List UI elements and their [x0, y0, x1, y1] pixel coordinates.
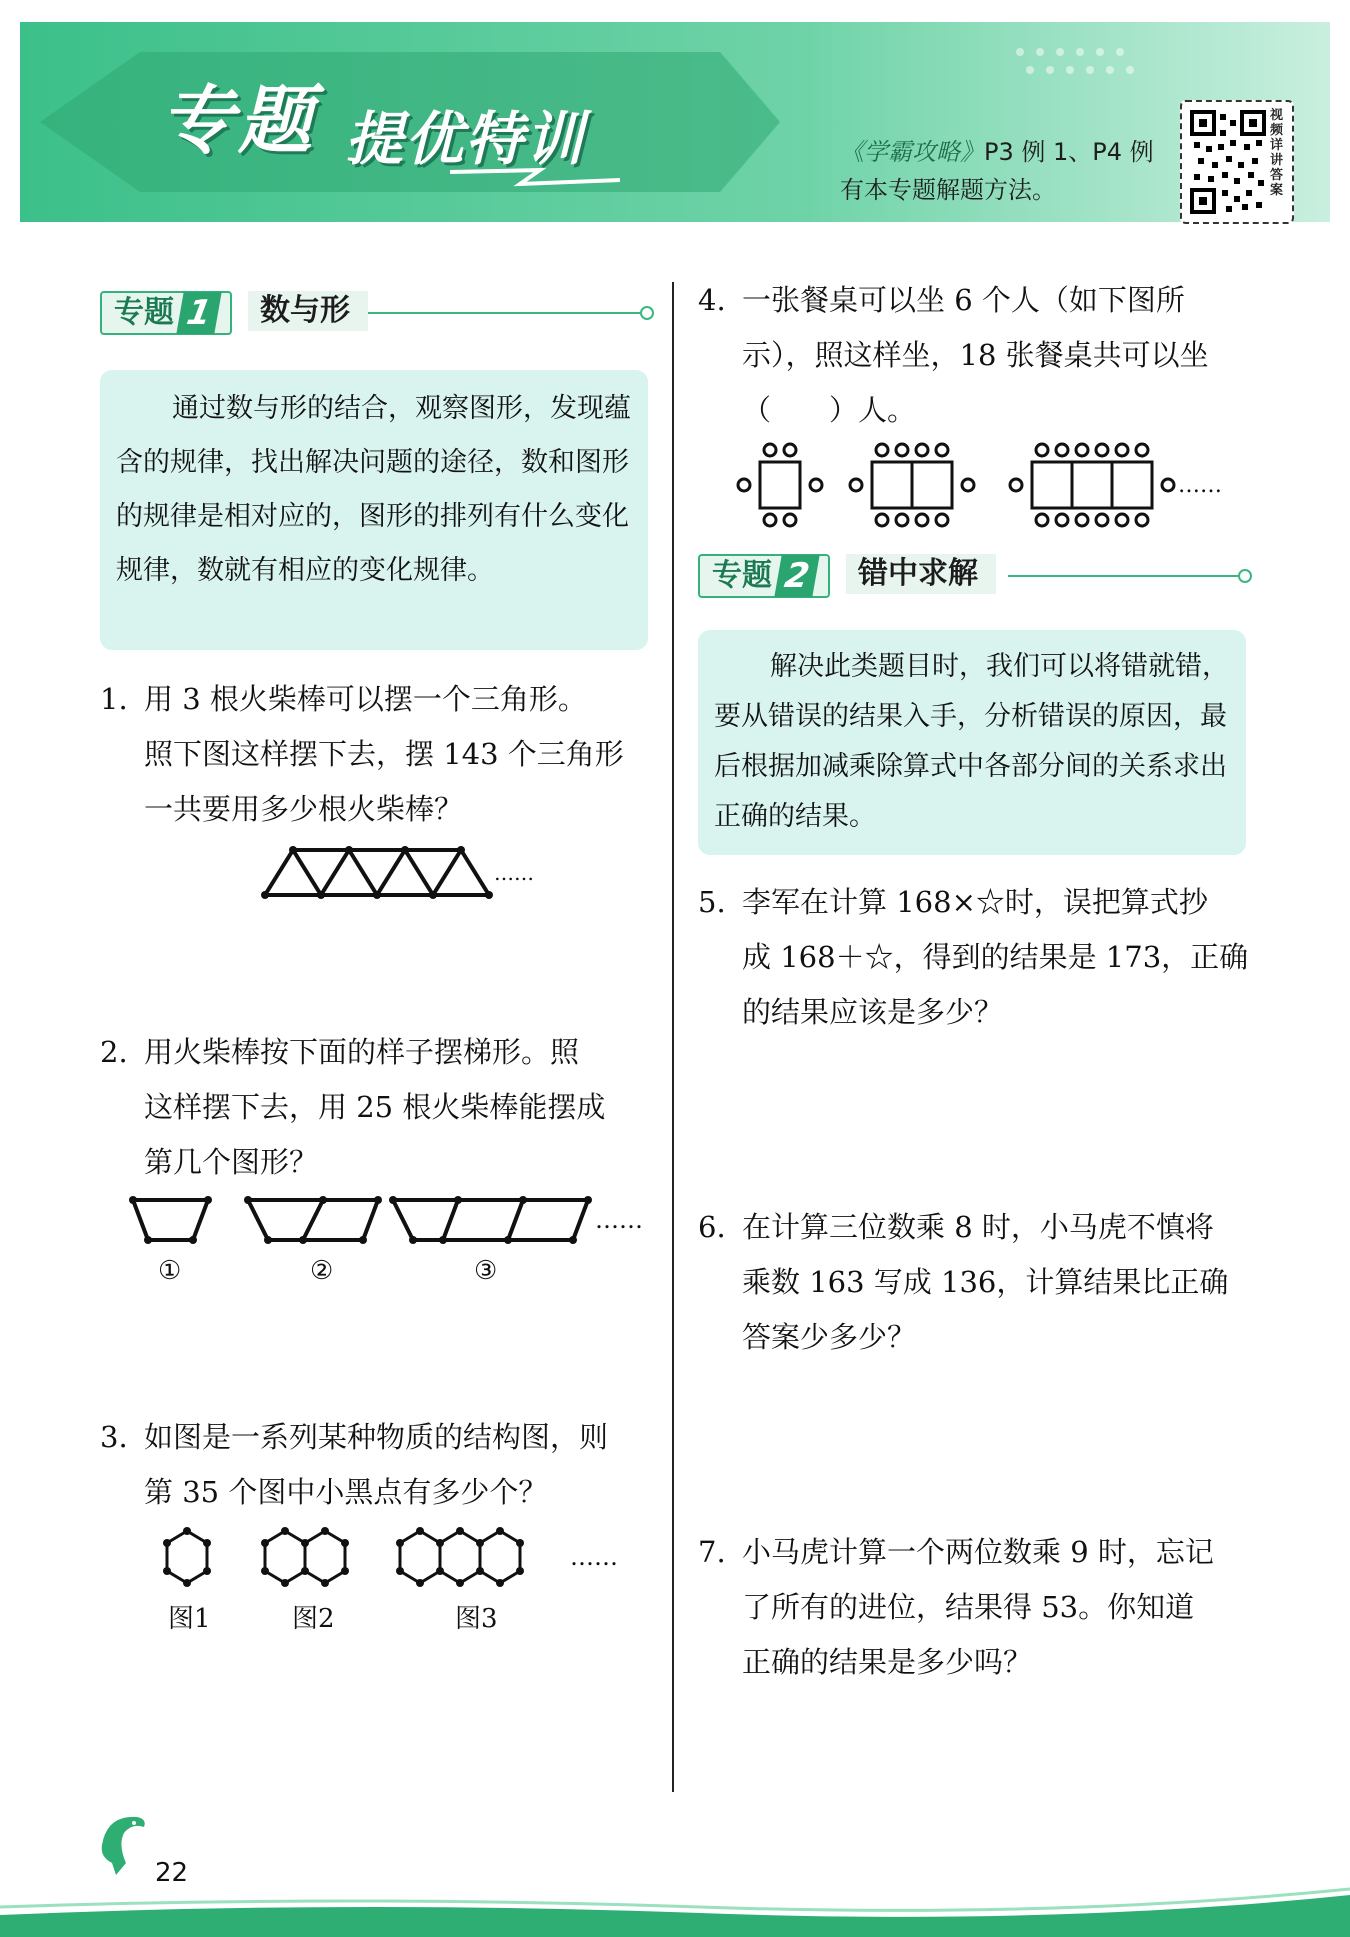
- section-1-rule: [368, 312, 640, 314]
- reference-book: 《学霸攻略》: [840, 138, 984, 166]
- page-number: 22: [155, 1858, 189, 1888]
- problem-3-text: [144, 1410, 608, 1520]
- qr-code-card[interactable]: [1180, 100, 1294, 224]
- banner-title: 专题: [160, 78, 316, 164]
- problem-3-line: 如图是一系列某种物质的结构图，则: [144, 1420, 609, 1454]
- section-2-tab: [698, 554, 830, 598]
- problem-4-line: （ ）人。: [742, 393, 917, 427]
- problem-4-line: 一张餐桌可以坐 6 个人（如下图所: [742, 283, 1185, 317]
- section-1-tip: 通过数与形的结合，观察图形，发现蕴含的规律，找出解决问题的途径，数和图形的规律是相对应的，图形的排列有什么变化规律，数就有相应的变化规律。: [100, 370, 648, 650]
- problem-1-line: 一共要用多少根火柴棒？: [144, 792, 464, 826]
- problem-7-line: 了所有的进位，结果得 53。你知道: [742, 1590, 1195, 1624]
- section-1-tab-label: 专题: [114, 295, 174, 330]
- figure-3-ellipsis: ……: [570, 1543, 618, 1571]
- section-1-rule-end: [640, 306, 654, 320]
- section-2-header: [698, 550, 1258, 600]
- matchstick-triangles-figure: [260, 840, 540, 900]
- problem-1-line: 照下图这样摆下去，摆 143 个三角形: [144, 737, 624, 771]
- problem-5-line: 的结果应该是多少？: [742, 995, 1004, 1029]
- problem-7-text: [742, 1525, 1214, 1690]
- problem-6-line: 在计算三位数乘 8 时，小马虎不慎将: [742, 1210, 1214, 1244]
- problem-1-line: 用 3 根火柴棒可以摆一个三角形。: [144, 682, 587, 716]
- figure-4-ellipsis: ……: [1178, 473, 1222, 498]
- problem-5-line: 成 168＋☆，得到的结果是 173，正确: [742, 940, 1249, 974]
- problem-7-line: 正确的结果是多少吗？: [742, 1645, 1033, 1679]
- section-2-rule: [1008, 575, 1240, 577]
- section-1-number: 1: [176, 292, 221, 334]
- section-2-tab-label: 专题: [712, 558, 772, 593]
- problem-4-line: 示），照这样坐，18 张餐桌共可以坐: [742, 338, 1209, 372]
- dolphin-mascot-icon: [92, 1805, 152, 1880]
- problem-6-line: 答案少多少？: [742, 1320, 917, 1354]
- dining-tables-figure: [732, 440, 1252, 530]
- problem-6-number: 6.: [698, 1210, 726, 1244]
- problem-7-number: 7.: [698, 1535, 726, 1569]
- problem-2-text: [144, 1025, 605, 1190]
- reference-line-1: [840, 132, 1154, 167]
- footer-wave: [0, 1865, 1350, 1937]
- matchstick-trapezoids-figure: [128, 1190, 668, 1250]
- qr-code-icon: [1190, 110, 1266, 214]
- column-divider: [672, 282, 674, 1792]
- problem-7-line: 小马虎计算一个两位数乘 9 时，忘记: [742, 1535, 1214, 1569]
- problem-6-text: [742, 1200, 1228, 1365]
- reference-line-2: 有本专题解题方法。: [840, 176, 1056, 204]
- hex-label-1: 图1: [168, 1604, 211, 1634]
- problem-7: [698, 1525, 1258, 1695]
- problem-4: [698, 273, 1258, 443]
- qr-caption: 视频详讲答案: [1270, 108, 1284, 198]
- trapezoid-label-3: ③: [474, 1256, 498, 1286]
- problem-2-line: 第几个图形？: [144, 1145, 319, 1179]
- section-1-title: 数与形: [248, 291, 368, 331]
- section-1-tab: [100, 291, 232, 335]
- problem-3: [100, 1410, 660, 1530]
- problem-4-number: 4.: [698, 283, 726, 317]
- problem-2: [100, 1025, 660, 1195]
- problem-5: [698, 875, 1258, 1045]
- problem-5-text: [742, 875, 1248, 1040]
- problem-1-text: [144, 672, 624, 837]
- section-2-rule-end: [1238, 569, 1252, 583]
- section-2-tip: 解决此类题目时，我们可以将错就错，要从错误的结果入手，分析错误的原因，最后根据加减乘除算式中各部分间的关系求出正确的结果。: [698, 630, 1246, 855]
- hex-label-3: 图3: [455, 1604, 498, 1634]
- problem-5-number: 5.: [698, 885, 726, 919]
- header-banner: [20, 22, 1330, 222]
- problem-1: [100, 672, 660, 842]
- problem-6: [698, 1200, 1258, 1370]
- banner-subtitle: 提优特训: [345, 105, 586, 173]
- reference-pages: P3 例 1、P4 例: [984, 138, 1154, 166]
- problem-3-line: 第 35 个图中小黑点有多少个？: [144, 1475, 548, 1509]
- hexagon-structures-figure: [155, 1525, 645, 1595]
- section-2-title: 错中求解: [846, 554, 996, 594]
- problem-2-number: 2.: [100, 1035, 128, 1069]
- problem-2-line: 用火柴棒按下面的样子摆梯形。照: [144, 1035, 580, 1069]
- problem-5-line: 李军在计算 168×☆时，误把算式抄: [742, 885, 1208, 919]
- figure-2-ellipsis: ……: [595, 1206, 643, 1234]
- trapezoid-label-1: ①: [158, 1256, 182, 1286]
- figure-1-ellipsis: ……: [494, 861, 534, 885]
- section-2-number: 2: [774, 555, 819, 597]
- problem-2-line: 这样摆下去，用 25 根火柴棒能摆成: [144, 1090, 606, 1124]
- trapezoid-label-2: ②: [310, 1256, 334, 1286]
- problem-6-line: 乘数 163 写成 136，计算结果比正确: [742, 1265, 1229, 1299]
- section-1-header: [100, 287, 660, 337]
- problem-3-number: 3.: [100, 1420, 128, 1454]
- problem-4-text: [742, 273, 1209, 438]
- problem-1-number: 1.: [100, 682, 128, 716]
- hex-label-2: 图2: [292, 1604, 335, 1634]
